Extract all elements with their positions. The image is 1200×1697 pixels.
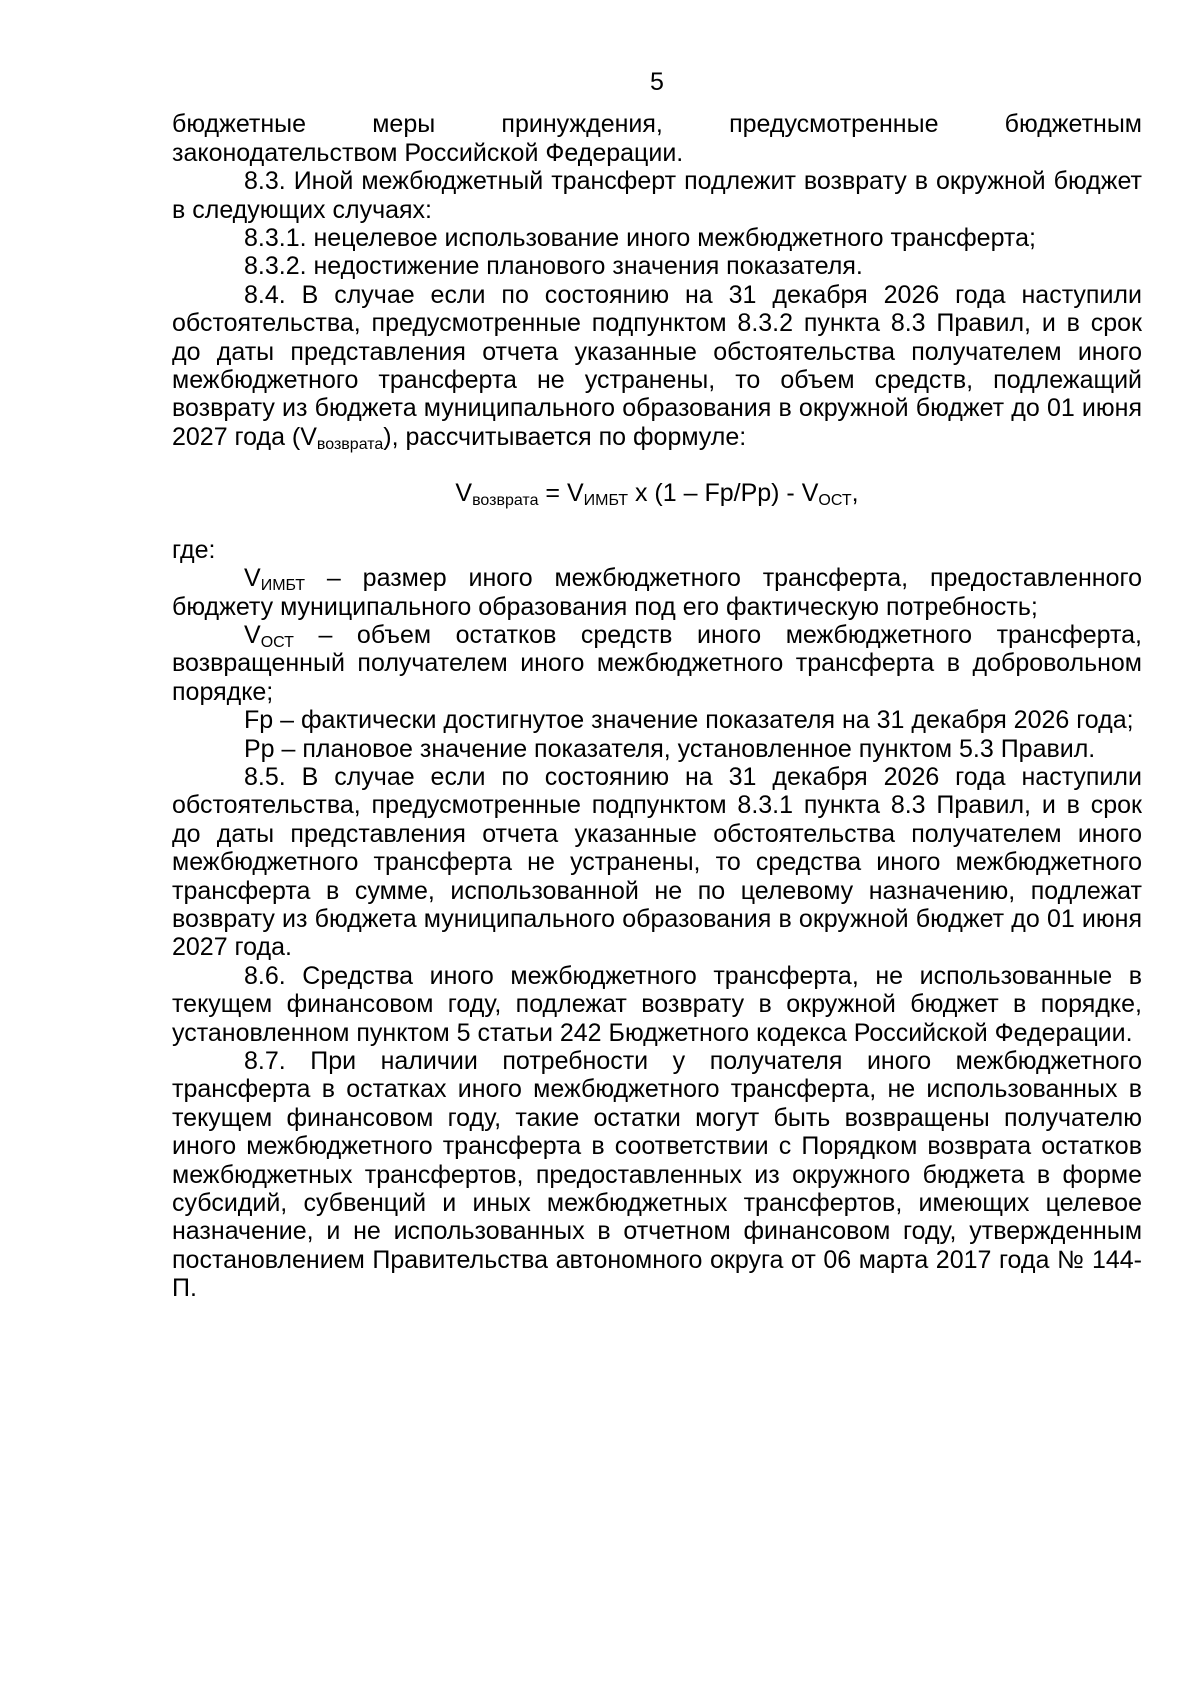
definition-pp: Pp – плановое значение показателя, установленное пунктом 5.3 Правил. bbox=[244, 734, 1096, 763]
formula-eq: = V bbox=[538, 479, 584, 508]
formula-end: , bbox=[851, 479, 859, 508]
paragraph-8-6: 8.6. Средства иного межбюджетного трансферта, не использованные в текущем финансовом году, подлежат возврату в окружной бюджет в порядке, установленном пунктом 5 статьи 242 Бюджетного кодекса Российской Федерации. bbox=[172, 961, 1142, 1047]
definition-v-imbt bbox=[172, 564, 1142, 621]
def-imbt-symbol: V bbox=[244, 564, 261, 593]
definition-fp: Fp – фактически достигнутое значение показателя на 31 декабря 2026 года; bbox=[244, 706, 1134, 735]
paragraph-8-4 bbox=[172, 281, 1142, 451]
paragraph-8-5: 8.5. В случае если по состоянию на 31 декабря 2026 года наступили обстоятельства, предусмотренные подпунктом 8.3.1 пункта 8.3 Правил, и в срок до даты представления отчета указанные обстоятельства получателем иного межбюджетного трансферта не устранены, то средства иного межбюджетного трансферта в сумме, использованной не по целевому назначению, подлежат возврату из бюджета муниципального образования в окружной бюджет до 01 июня 2027 года. bbox=[172, 762, 1142, 962]
def-ost-text: – объем остатков средств иного межбюджетного трансферта, возвращенный получателем иного межбюджетного трансферта в добровольном порядке; bbox=[172, 620, 1142, 706]
intro-line-1: бюджетные меры принуждения, предусмотренные бюджетным bbox=[172, 110, 1142, 139]
paragraph-8-3: 8.3. Иной межбюджетный трансферт подлежит возврату в окружной бюджет в следующих случаях: bbox=[172, 167, 1142, 224]
page-number: 5 bbox=[650, 68, 664, 96]
formula-sub-return: возврата bbox=[472, 492, 539, 510]
definition-v-ost bbox=[172, 621, 1142, 706]
where-label: где: bbox=[172, 535, 216, 564]
def-imbt-text: – размер иного межбюджетного трансферта, предоставленного бюджету муниципального образования под его фактическую потребность; bbox=[172, 564, 1142, 621]
formula-v: V bbox=[455, 479, 473, 508]
def-ost-subscript: ОСТ bbox=[260, 633, 294, 651]
paragraph-8-4-text-end: ), рассчитывается по формуле: bbox=[383, 422, 747, 451]
v-return-subscript: возврата bbox=[316, 435, 384, 453]
def-ost-symbol: V bbox=[244, 620, 261, 649]
def-imbt-subscript: ИМБТ bbox=[260, 577, 306, 595]
intro-line-2: законодательством Российской Федерации. bbox=[172, 138, 684, 167]
paragraph-8-3-1: 8.3.1. нецелевое использование иного межбюджетного трансферта; bbox=[244, 224, 1036, 253]
formula-mid: x (1 – Fp/Pp) - V bbox=[628, 479, 819, 508]
formula-sub-ost: ОСТ bbox=[818, 492, 852, 510]
paragraph-8-7: 8.7. При наличии потребности у получателя иного межбюджетного трансферта в остатках иного межбюджетного трансферта, не использованных в текущем финансовом году, такие остатки могут быть возвращены получателю иного межбюджетного трансферта в соответствии с Порядком возврата остатков межбюджетных трансфертов, предоставленных из окружного бюджета в форме субсидий, субвенций и иных межбюджетных трансфертов, имеющих целевое назначение, и не использованных в отчетном финансовом году, утвержденным постановлением Правительства автономного округа от 06 марта 2017 года № 144-П. bbox=[172, 1047, 1142, 1303]
formula-sub-imbt: ИМБТ bbox=[583, 492, 629, 510]
paragraph-8-3-2: 8.3.2. недостижение планового значения показателя. bbox=[244, 252, 863, 281]
document-page bbox=[172, 68, 1142, 1303]
return-formula bbox=[172, 479, 1142, 510]
paragraph-8-4-text: 8.4. В случае если по состоянию на 31 декабря 2026 года наступили обстоятельства, предусмотренные подпунктом 8.3.2 пункта 8.3 Правил, и в срок до даты представления отчета указанные обстоятельства получателем иного межбюджетного трансферта не устранены, то объем средств, подлежащий возврату из бюджета муниципального образования в окружной бюджет до 01 июня 2027 года (V bbox=[172, 280, 1142, 451]
